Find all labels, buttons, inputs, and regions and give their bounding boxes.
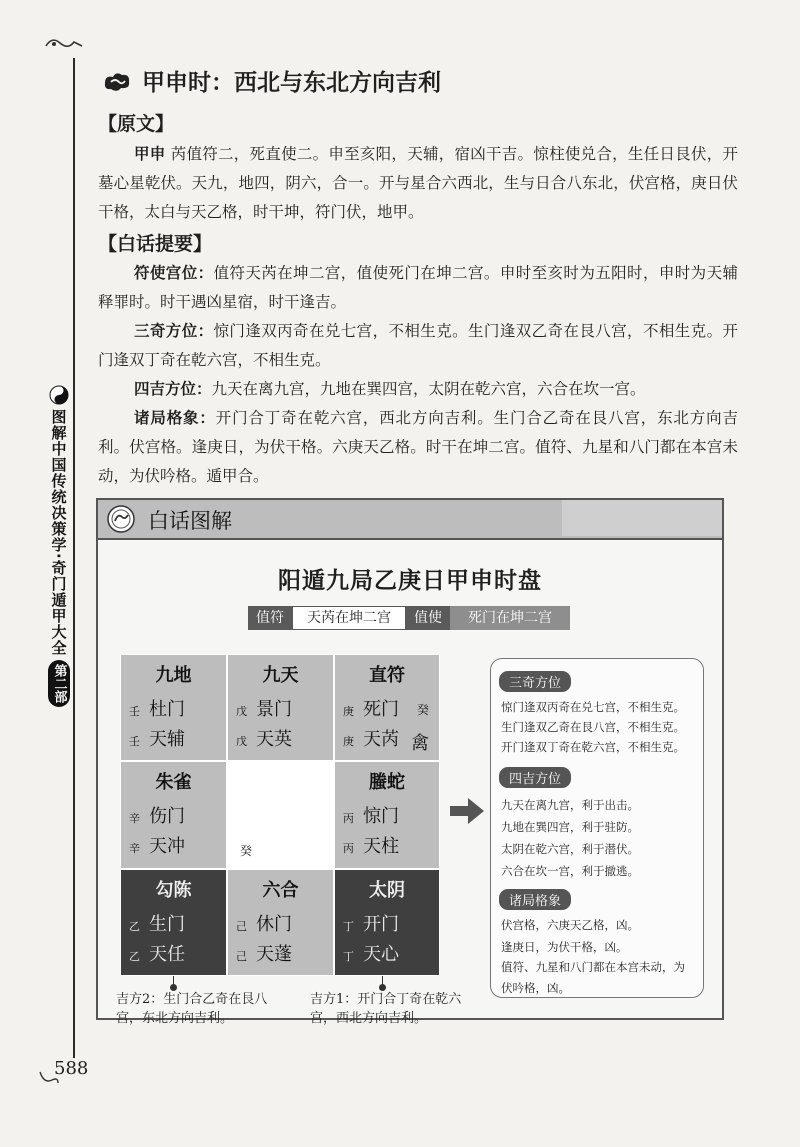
earth-stem: 丁 [343,950,354,963]
panel-header-shade [562,500,722,536]
zhifu-value: 天芮在坤二宫 [292,606,406,630]
dragon-emblem-icon [106,504,136,534]
heaven-stem: 乙 [129,920,140,933]
palace-door-row [129,695,185,721]
palace-board [120,654,440,976]
earth-stem: 壬 [129,735,140,748]
yin-yang-icon [49,385,69,405]
arrow-right-icon [450,798,484,824]
page-title: 甲申时：西北与东北方向吉利 [142,70,441,96]
info-line: 伏宫格，六庚天乙格，凶。 [501,918,639,932]
palace-door-row [236,910,292,936]
palace-door: 景门 [256,699,292,720]
palace-god: 九地 [155,665,192,686]
palace-star-row [236,725,292,751]
palace-god: 勾陈 [155,880,192,901]
palace-cell [120,654,227,761]
sanqi-tag: 三奇方位 [499,671,571,692]
heaven-stem: 壬 [129,705,140,718]
palace-door-row [343,910,399,936]
palace-star: 天任 [149,944,185,965]
earth-stem: 己 [236,950,247,963]
palace-cell [120,761,227,869]
zhishi-value: 死门在坤二宫 [450,606,570,630]
left-margin-rule [73,58,75,1058]
palace-cell [334,869,440,976]
palace-door: 伤门 [149,806,185,827]
siji-tag: 四吉方位 [499,767,571,788]
panel-title: 白话图解 [148,509,232,533]
spine-part-badge: 第二部 [48,660,70,707]
palace-star-row [236,940,292,966]
heaven-stem: 己 [236,920,247,933]
palace-star: 天柱 [363,836,399,857]
info-line: 逢庚日，为伏干格，凶。 [501,940,628,954]
palace-cell [334,654,440,761]
info-line: 值符、九星和八门都在本宫未动，为伏吟格，凶。 [501,960,685,995]
info-line: 六合在坎一宫，利于撤逃。 [501,864,639,878]
heaven-stem: 辛 [129,812,140,825]
palace-star: 天英 [256,729,292,750]
palace-star-row [343,725,399,751]
spine-label [46,385,72,755]
geju-tag: 诸局格象 [499,889,571,910]
info-line: 开门逢双丁奇在乾六宫，不相生克。 [501,740,685,754]
palace-door: 惊门 [363,806,399,827]
earth-stem: 辛 [129,842,140,855]
caption-right: 吉方1：开门合丁奇在乾六宫，西北方向吉利。 [310,992,462,1026]
corner-ornament-icon [44,34,84,52]
palace-door-row [343,802,399,828]
original-heading: 【原文】 [98,113,175,135]
summary-lead: 诸局格象： [134,409,216,427]
palace-god: 九天 [262,665,299,686]
info-box [490,658,704,998]
palace-star: 天蓬 [256,944,292,965]
summary-paragraph [98,317,738,375]
heaven-stem: 戊 [236,705,247,718]
palace-cell [120,869,227,976]
heaven-stem: 丙 [343,812,354,825]
earth-stem: 乙 [129,950,140,963]
summary-text: 开门合丁奇在乾六宫，西北方向吉利。生门合乙奇在艮八宫，东北方向吉利。伏宫格。逢庚日，为伏干格。六庚天乙格。时干在坤二宫。值符、九星和八门都在本宫未动，为伏吟格。遁甲合。 [98,409,738,485]
summary-paragraph [98,259,738,317]
palace-star-row [343,940,399,966]
palace-door: 休门 [256,914,292,935]
palace-extra-stem: 癸 [416,703,429,717]
caption-left: 吉方2：生门合乙奇在艮八宫，东北方向吉利。 [116,992,268,1026]
summary-lead: 四吉方位： [134,380,212,398]
palace-star: 天冲 [149,836,185,857]
cloud-ornament-icon [102,69,132,93]
palace-door: 开门 [363,914,399,935]
info-line: 惊门逢双丙奇在兑七宫，不相生克。 [501,700,685,714]
summary-lead: 三奇方位： [134,322,214,340]
palace-star-row [129,940,185,966]
panel-header [98,500,722,540]
info-line: 九地在巽四宫，利于驻防。 [501,820,639,834]
heaven-stem: 庚 [343,705,354,718]
palace-extra-star: 禽 [411,733,429,754]
palace-door-row [236,695,292,721]
info-line: 九天在离九宫，利于出击。 [501,798,639,812]
summary-heading: 【白话提要】 [98,233,213,255]
summary-paragraph [98,404,738,491]
palace-door-row [129,910,185,936]
palace-god: 太阴 [369,880,405,901]
palace-star-row [343,832,399,858]
palace-door: 死门 [363,699,399,720]
palace-door: 生门 [149,914,185,935]
earth-stem: 戊 [236,735,247,748]
heaven-stem: 丁 [343,920,354,933]
palace-door-row [129,802,185,828]
palace-god: 螣蛇 [369,772,405,793]
palace-god: 六合 [262,880,299,901]
title-row [102,64,441,97]
diagram-panel [96,498,724,1026]
original-body: 芮值符二，死直使二。申至亥阳，天辅，宿凶干吉。惊柱使兑合，生任日艮伏，开墓心星乾伏。天九，地四，阴六，合一。开与星合六西北，生与日合八东北，伏宫格，庚日伏干格，太白与天乙格，时干坤，符门伏，地甲。 [98,145,738,221]
info-line: 生门逢双乙奇在艮八宫，不相生克。 [501,720,685,734]
palace-star: 天心 [363,944,399,965]
summary-text: 惊门逢双丙奇在兑七宫，不相生克。生门逢双乙奇在艮八宫，不相生克。开门逢双丁奇在乾六宫，不相生克。 [98,322,738,369]
original-text [98,140,738,227]
center-palace-stem: 癸 [240,844,253,858]
summary-lead: 符使宫位： [134,264,214,282]
zhifu-label: 值符 [248,606,292,630]
summary-paragraph [98,375,738,404]
palace-god: 直符 [369,665,405,686]
chart-title: 阳遁九局乙庚日甲申时盘 [278,568,542,594]
palace-cell [227,761,334,869]
spine-book-title: 图解中国传统决策学·奇门遁甲大全 [49,409,68,656]
summary-text: 九天在离九宫，九地在巽四宫，太阴在乾六宫，六合在坎一宫。 [211,380,646,398]
earth-stem: 庚 [343,735,354,748]
zhishi-label: 值使 [406,606,450,630]
palace-star: 天芮 [363,729,399,750]
palace-star: 天辅 [149,729,185,750]
page-number: 588 [54,1058,89,1079]
palace-door: 杜门 [149,699,185,720]
summary-block [98,259,738,491]
palace-cell [227,654,334,761]
palace-cell [227,869,334,976]
palace-cell [334,761,440,869]
palace-door-row [343,695,399,721]
zhifu-zhishi-bar [248,606,570,630]
original-lead: 甲申 [134,145,166,163]
palace-god: 朱雀 [155,772,192,793]
palace-star-row [129,832,185,858]
earth-stem: 丙 [343,842,354,855]
summary-text: 值符天芮在坤二宫，值使死门在坤二宫。申时至亥时为五阳时，申时为天辅释罪时。时干遇凶星宿，时干逢吉。 [98,264,738,311]
palace-star-row [129,725,185,751]
info-line: 太阴在乾六宫，利于潜伏。 [501,842,639,856]
